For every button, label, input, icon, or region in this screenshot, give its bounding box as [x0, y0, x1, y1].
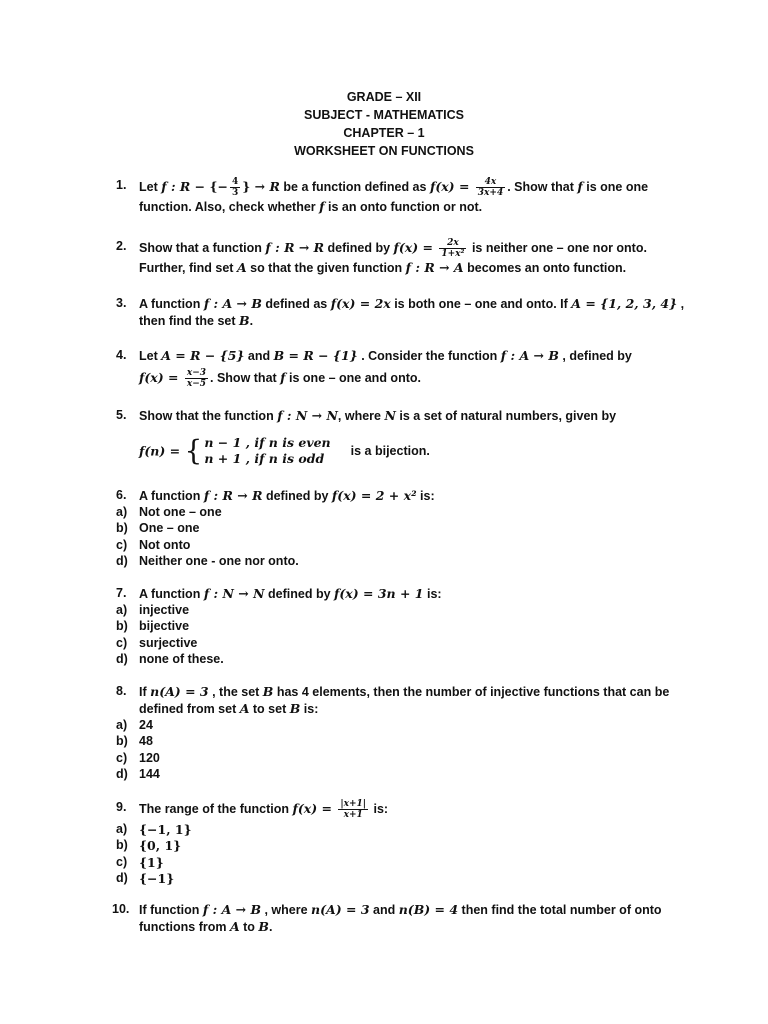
- text: A function: [139, 297, 204, 311]
- math: f: [280, 369, 286, 385]
- option-a[interactable]: [116, 602, 679, 618]
- math: A: [229, 919, 240, 934]
- math: f : A → B: [202, 902, 262, 917]
- text: defined from set: [139, 702, 240, 716]
- text: is one one: [582, 179, 649, 194]
- text: so that the given function: [246, 261, 406, 275]
- option-label: d): [116, 871, 128, 886]
- numerator: 4x: [476, 177, 505, 188]
- numerator: 2x: [439, 238, 466, 249]
- option-label: c): [116, 635, 128, 650]
- numerator: 4: [232, 177, 239, 187]
- math: B: [289, 701, 301, 716]
- option-b[interactable]: [116, 618, 679, 634]
- option-text: bijective: [139, 619, 190, 634]
- text: , where: [337, 409, 385, 423]
- question-number: 4.: [116, 348, 127, 362]
- option-label: c): [116, 537, 128, 552]
- text: and: [369, 903, 399, 917]
- case-odd: n + 1 , if n is odd: [204, 451, 325, 466]
- fraction: [476, 177, 505, 198]
- text: .: [269, 920, 273, 934]
- text: is a set of natural numbers, given by: [395, 409, 617, 423]
- option-label: a): [116, 822, 128, 836]
- text: is:: [370, 801, 389, 816]
- text: ,: [677, 297, 685, 311]
- math: f : R −: [161, 178, 210, 194]
- text: defined by: [324, 240, 394, 255]
- option-label: d): [116, 554, 128, 569]
- option-text: Not one – one: [139, 505, 222, 519]
- option-label: c): [116, 750, 128, 765]
- text: Show that the function: [139, 409, 278, 423]
- option-a[interactable]: [116, 717, 679, 733]
- option-a[interactable]: [116, 504, 679, 520]
- text: . Consider the function: [357, 349, 501, 363]
- option-b[interactable]: [116, 733, 679, 749]
- subject-line: SUBJECT - MATHEMATICS: [304, 108, 464, 122]
- text: is:: [423, 587, 442, 601]
- option-c[interactable]: [116, 854, 679, 870]
- text: , the set: [208, 685, 263, 699]
- denominator: x+1: [343, 810, 363, 820]
- text: .: [249, 314, 254, 328]
- option-d[interactable]: [116, 870, 679, 887]
- question-number: 1.: [116, 178, 127, 192]
- math: f : R → A: [405, 260, 464, 275]
- math: A: [236, 260, 247, 275]
- option-text: 24: [139, 718, 153, 732]
- option-a[interactable]: [116, 821, 679, 837]
- case-even: n − 1 , if n is even: [204, 435, 331, 450]
- piecewise-definition: [139, 435, 679, 467]
- question-number: 2.: [116, 239, 127, 253]
- chapter-line: CHAPTER – 1: [343, 126, 425, 140]
- fraction: [185, 368, 208, 389]
- option-text: One – one: [139, 521, 200, 536]
- text: , defined by: [558, 349, 632, 363]
- denominator: x−5: [186, 379, 207, 389]
- text: , where: [261, 903, 312, 917]
- text: Let: [139, 179, 162, 194]
- option-label: b): [116, 521, 128, 536]
- option-text: none of these.: [139, 652, 224, 667]
- math: n(A) = 3: [150, 684, 209, 699]
- math: B = R − {1}: [273, 348, 358, 363]
- denominator: 3x+4: [477, 188, 504, 198]
- numerator: |x+1|: [340, 799, 367, 809]
- math: f : N → N: [277, 408, 338, 423]
- text: If function: [139, 903, 203, 917]
- option-label: d): [116, 652, 128, 667]
- option-c[interactable]: [116, 750, 679, 766]
- text: defined by: [264, 587, 334, 601]
- math: f : R → R: [265, 239, 325, 255]
- question-number: 10.: [112, 902, 130, 916]
- math: A = R − {5}: [161, 348, 245, 363]
- math: A = {1, 2, 3, 4}: [571, 296, 678, 311]
- text: is:: [300, 702, 319, 716]
- math: n(B) = 4: [398, 902, 459, 917]
- text: is a bijection.: [350, 443, 430, 458]
- text: is neither one – one nor onto.: [468, 240, 647, 255]
- text: becomes an onto function.: [463, 261, 627, 275]
- option-d[interactable]: [116, 766, 679, 782]
- question-number: 5.: [116, 408, 127, 422]
- text: defined as: [261, 297, 331, 311]
- option-c[interactable]: [116, 537, 679, 553]
- numerator: x−3: [186, 368, 207, 378]
- text: A function: [139, 489, 204, 503]
- math: f(x) =: [139, 369, 183, 385]
- text: is both one – one and onto. If: [390, 297, 572, 311]
- option-text: 144: [139, 767, 160, 782]
- text: to: [239, 920, 259, 934]
- text: Show that a function: [139, 240, 266, 255]
- text: then find the set: [139, 314, 239, 328]
- question-number: 9.: [116, 800, 127, 814]
- denominator: 1+x²: [441, 249, 465, 259]
- math: f(n) =: [139, 443, 185, 459]
- text: then find the total number of onto: [458, 903, 662, 917]
- math: f(x) = 2 + x²: [331, 488, 417, 503]
- option-label: a): [116, 718, 128, 732]
- math: f : R → R: [203, 488, 263, 503]
- math: f : A → B: [500, 348, 559, 363]
- question-number: 8.: [116, 684, 127, 698]
- math: f(x) =: [292, 800, 337, 816]
- math: {−: [209, 178, 229, 194]
- option-label: b): [116, 838, 128, 853]
- text: Further, find set: [139, 261, 237, 275]
- text: function. Also, check whether: [139, 200, 320, 214]
- fraction: [230, 177, 240, 198]
- question-number: 3.: [116, 296, 127, 310]
- option-label: a): [116, 505, 128, 519]
- option-label: d): [116, 767, 128, 782]
- text: be a function defined as: [279, 179, 430, 194]
- cases: [204, 435, 330, 467]
- math: B: [239, 313, 250, 328]
- text: is an onto function or not.: [324, 200, 483, 214]
- option-d[interactable]: [116, 553, 679, 569]
- option-b[interactable]: [116, 520, 679, 536]
- option-text: 120: [139, 750, 160, 765]
- option-text: {0, 1}: [139, 838, 182, 854]
- text: . Show that: [210, 370, 281, 385]
- math: f: [319, 199, 325, 214]
- text: A function: [139, 587, 204, 601]
- math: B: [258, 919, 269, 934]
- denominator: 3: [232, 188, 239, 198]
- question-number: 7.: [116, 586, 127, 600]
- math: n(A) = 3: [311, 902, 370, 917]
- question-number: 6.: [116, 488, 127, 502]
- math: A: [239, 701, 250, 716]
- option-text: surjective: [139, 635, 198, 650]
- option-label: c): [116, 854, 128, 869]
- text: is one – one and onto.: [285, 370, 421, 385]
- text: and: [244, 349, 274, 363]
- text: Let: [139, 349, 162, 363]
- fraction: [439, 238, 466, 259]
- math: f(x) =: [429, 178, 474, 194]
- option-text: Neither one - one nor onto.: [139, 554, 299, 569]
- fraction: [338, 799, 368, 820]
- option-label: b): [116, 619, 128, 634]
- brace-symbol: {: [184, 434, 203, 467]
- worksheet-header: [0, 88, 768, 160]
- math: B: [262, 684, 274, 699]
- text: to set: [249, 702, 290, 716]
- math: f(x) = 3n + 1: [334, 586, 424, 601]
- option-text: {1}: [139, 854, 164, 870]
- option-b[interactable]: [116, 837, 679, 854]
- math: N: [384, 408, 396, 423]
- option-text: Not onto: [139, 537, 191, 552]
- math: f : N → N: [203, 586, 265, 601]
- option-d[interactable]: [116, 651, 679, 667]
- grade-line: GRADE – XII: [346, 90, 422, 104]
- option-text: {−1, 1}: [139, 822, 192, 837]
- math: f: [577, 178, 583, 194]
- text: . Show that: [507, 179, 578, 194]
- option-label: b): [116, 734, 128, 749]
- text: The range of the function: [139, 801, 293, 816]
- text: If: [139, 685, 151, 699]
- option-text: 48: [139, 734, 153, 749]
- math: f(x) =: [393, 239, 438, 255]
- option-text: injective: [139, 603, 190, 617]
- math: }: [242, 178, 251, 194]
- worksheet-title: WORKSHEET ON FUNCTIONS: [294, 144, 474, 158]
- math: f : A → B: [203, 296, 262, 311]
- option-c[interactable]: [116, 635, 679, 651]
- text: defined by: [262, 489, 332, 503]
- option-text: {−1}: [139, 871, 175, 887]
- text: has 4 elements, then the number of injective functions that can be: [273, 685, 670, 699]
- math: → R: [250, 178, 280, 194]
- math: f(x) = 2x: [330, 296, 391, 311]
- option-label: a): [116, 603, 128, 617]
- text: is:: [416, 489, 435, 503]
- text: functions from: [139, 920, 230, 934]
